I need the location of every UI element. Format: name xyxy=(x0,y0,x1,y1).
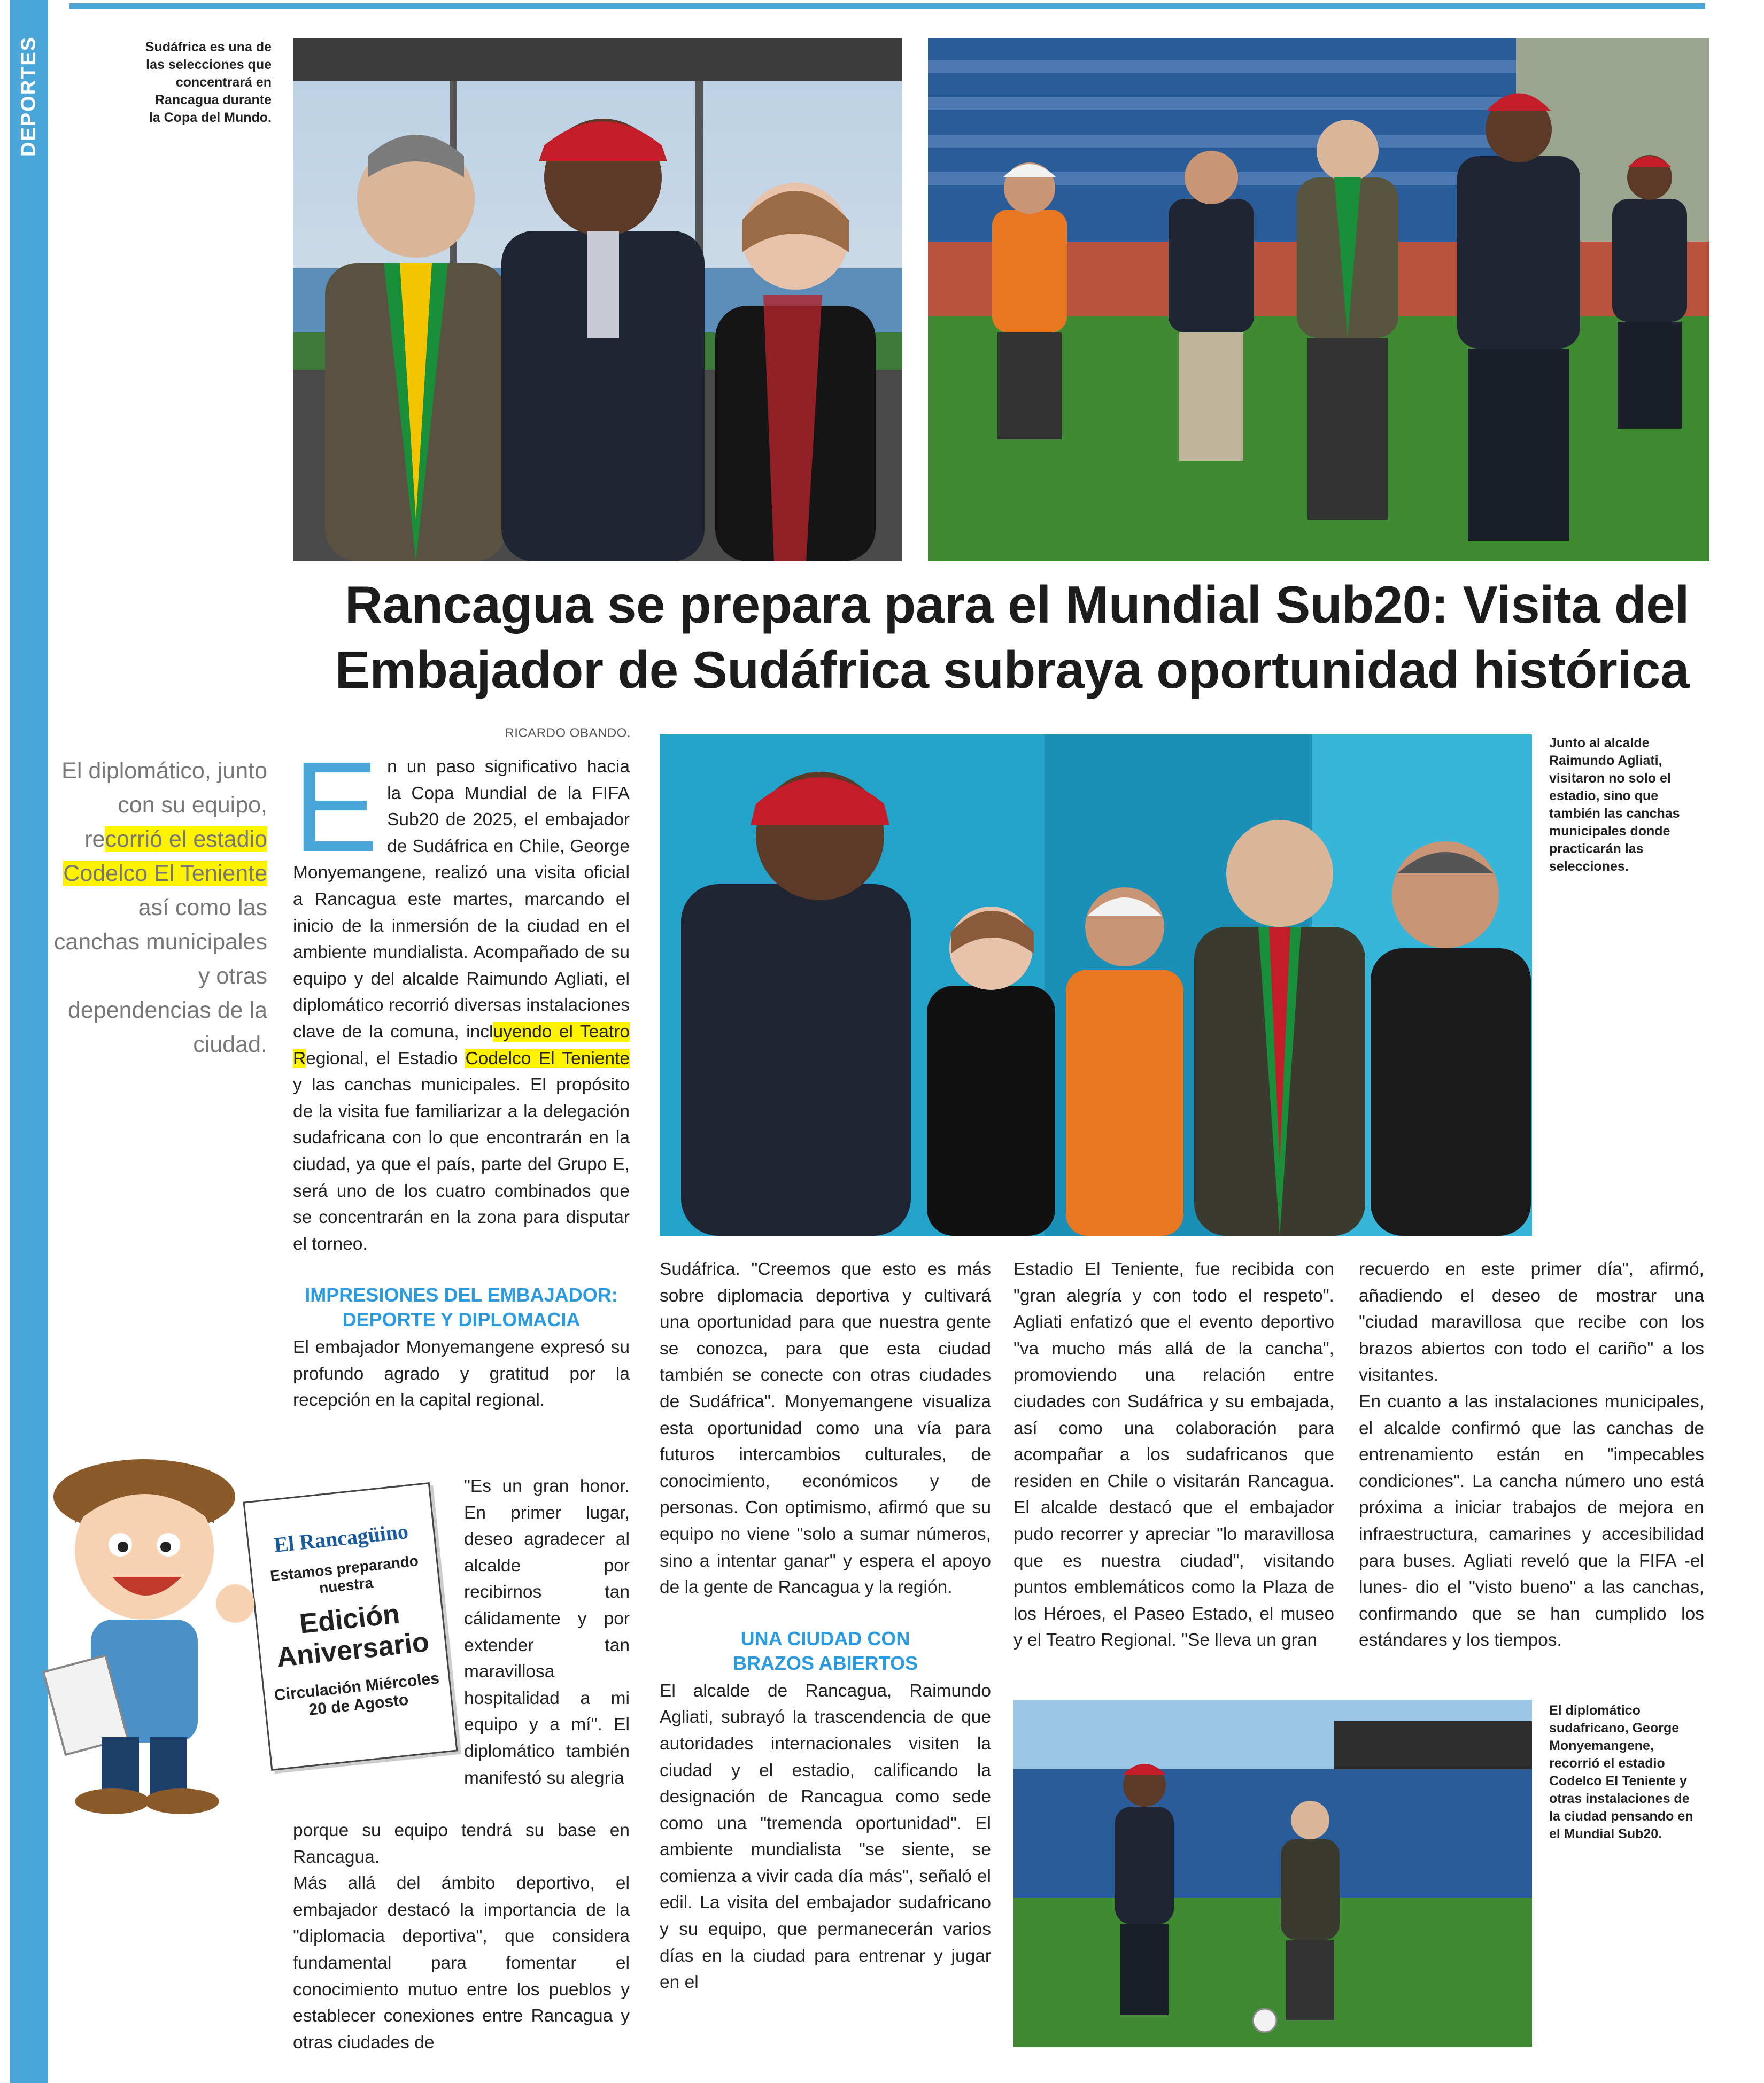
photo-walking-field xyxy=(928,38,1709,561)
lead-part-1: El diplomático, junto con su equipo, re xyxy=(61,758,267,852)
section-label: DEPORTES xyxy=(17,36,40,157)
lead-highlight: corrió el estadio Codelco El Teniente xyxy=(63,826,267,886)
photo-field-ball-image xyxy=(1013,1700,1532,2047)
ad-line-1: Estamos preparando nuestra xyxy=(269,1552,420,1597)
photo-group-indoors xyxy=(660,734,1532,1236)
ad-brand: El Rancagüino xyxy=(273,1519,409,1557)
caption-bottom-right: El diplomático sudafricano, George Monyemangene, recorrió el estadio Codelco El Teniente y otras instalaciones de la ciudad pensando en el Mundial Sub20. xyxy=(1549,1703,1693,1841)
col2-paragraph-2: El alcalde de Rancagua, Raimundo Agliati, subrayó la trascendencia de que autoridades internacionales visiten la ciudad y el estadio, calificando la designación de Rancagua como sede como una "tremenda oportunidad". El ambiente mundialista "se siente, se comienza a vivir cada día más", señaló el edil. La visita del embajador sudafricano y su equipo, que permanecerán varios días en la ciudad para entrenar y jugar en el xyxy=(660,1681,991,1993)
photo-group-indoors-image xyxy=(660,734,1532,1236)
byline: RICARDO OBANDO. xyxy=(505,726,631,740)
col1-paragraph-5: Más allá del ámbito deportivo, el embajador destacó la importancia de la "diplomacia deportiva", que considera fundamental para fomentar el conocimiento mutuo entre los pueblos y establecer conexiones entre Rancagua y otras ciudades de xyxy=(293,1873,630,2053)
highlight-codelco: Codelco El Teniente xyxy=(465,1048,630,1068)
article-column-1 xyxy=(293,735,630,1414)
anniversary-ad xyxy=(243,1482,458,1771)
lead-part-3: así como las canchas municipales y otras dependencias de la ciudad. xyxy=(53,895,267,1057)
top-rule xyxy=(69,3,1705,9)
subhead-impresiones: IMPRESIONES DEL EMBAJADOR: DEPORTE Y DIPLOMACIA xyxy=(305,1284,618,1331)
article-column-2 xyxy=(660,1256,991,1996)
article-column-3 xyxy=(1013,1256,1334,1654)
dropcap: E xyxy=(293,735,379,878)
lead-summary xyxy=(53,754,267,1062)
col1-paragraph-1: En un paso significativo hacia la Copa Mundial de la FIFA Sub20 de 2025, el embajador de Sudáfrica en Chile, George Monyemangene, realizó una visita oficial a Rancagua este martes, marcando el inicio de la inmersión de la ciudad en el ambiente mundialista. Acompañado de su equipo y del alcalde Raimundo Agliati, el diplomático recorrió diversas instalaciones clave de la comuna, incluyendo el Teatro Regional, el Estadio Codelco El Teniente y las canchas municipales. El propósito de la visita fue familiarizar a la delegación sudafricana con lo que encontrarán en la ciudad, ya que el país, parte del Grupo E, será uno de los cuatro combinados que se concentrarán en la zona para disputar el torneo. xyxy=(293,735,630,1254)
photo-field-ball xyxy=(1013,1700,1532,2047)
caption-top-left: Sudáfrica es una de las selecciones que concentrará en Rancagua durante la Copa del Mundo. xyxy=(145,40,272,125)
article-column-1-wrap xyxy=(464,1473,630,1791)
headline: Rancagua se prepara para el Mundial Sub20: Visita del Embajador de Sudáfrica subraya oportunidad histórica xyxy=(335,575,1689,699)
col4-paragraph-1: recuerdo en este primer día", afirmó, añadiendo el deseo de mostrar una "ciudad maravillosa que recibe con los brazos abiertos con todo el cariño" a los visitantes. xyxy=(1359,1259,1704,1385)
highlight-teatro: uyendo el Teatro R xyxy=(293,1021,630,1068)
col1-paragraph-2: El embajador Monyemangene expresó su profundo agrado y gratitud por la recepción en la capital regional. xyxy=(293,1337,630,1411)
subhead-ciudad: UNA CIUDAD CON BRAZOS ABIERTOS xyxy=(732,1627,918,1674)
newsboy-mascot-icon xyxy=(21,1432,267,1817)
caption-mid-right: Junto al alcalde Raimundo Agliati, visitaron no solo el estadio, sino que también las canchas municipales donde practicarán las selecciones. xyxy=(1549,735,1680,874)
col2-paragraph-1: Sudáfrica. "Creemos que esto es más sobre diplomacia deportiva y cultivará una oportunidad para que nuestra gente se conozca, para que esta ciudad también se conecte con otras ciudades de Sudáfrica". Monyemangene visualiza esta oportunidad como una vía para futuros intercambios culturales, de conocimiento, económicos y de personas. Con optimismo, afirmó que su equipo no viene "solo a sumar números, sino a intentar ganar" y espera el apoyo de la gente de Rancagua y la región. xyxy=(660,1259,991,1598)
col1-paragraph-4: porque su equipo tendrá su base en Rancagua. xyxy=(293,1821,630,1867)
ad-line-2: Edición Aniversario xyxy=(275,1598,431,1674)
article-column-1-bottom xyxy=(293,1817,630,2056)
ad-line-3: Circulación Miércoles 20 de Agosto xyxy=(273,1669,440,1719)
photo-ambassador-indoors xyxy=(293,38,902,561)
article-column-4 xyxy=(1359,1256,1704,1654)
col4-paragraph-2: En cuanto a las instalaciones municipales, el alcalde confirmó que las canchas de entrenamiento están en "impecables condiciones". La cancha número uno está próxima a iniciar trabajos de mejora en infraestructura, camarines y accesibilidad para buses. Agliati reveló que la FIFA -el lunes- dio el "visto bueno" a las canchas, confirmando que se han cumplido los estándares y los tiempos. xyxy=(1359,1391,1704,1651)
col3-paragraph-1: Estadio El Teniente, fue recibida con "gran alegría y con todo el respeto". Agliati enfatizó que el evento deportivo "va mucho más allá de la cancha", promoviendo una relación entre ciudades con Sudáfrica y su embajada, así como una colaboración para acompañar a los sudafricanos que residen en Chile o visitarán Rancagua. El alcalde destacó que el embajador pudo recorrer y apreciar "lo maravillosa que es nuestra ciudad", visitando puntos emblemáticos como la Plaza de los Héroes, el Paseo Estado, el museo y el Teatro Regional. "Se lleva un gran xyxy=(1013,1259,1334,1651)
mascot-illustration xyxy=(21,1432,267,1817)
col1-paragraph-3: "Es un gran honor. En primer lugar, deseo agradecer al alcalde por recibirnos tan cálidamente y por extender tan maravillosa hospitalidad a mi equipo y a mí". El diplomático también manifestó su alegria xyxy=(464,1476,630,1788)
photo-ambassador-indoors-image xyxy=(293,38,902,561)
photo-walking-field-image xyxy=(928,38,1709,561)
